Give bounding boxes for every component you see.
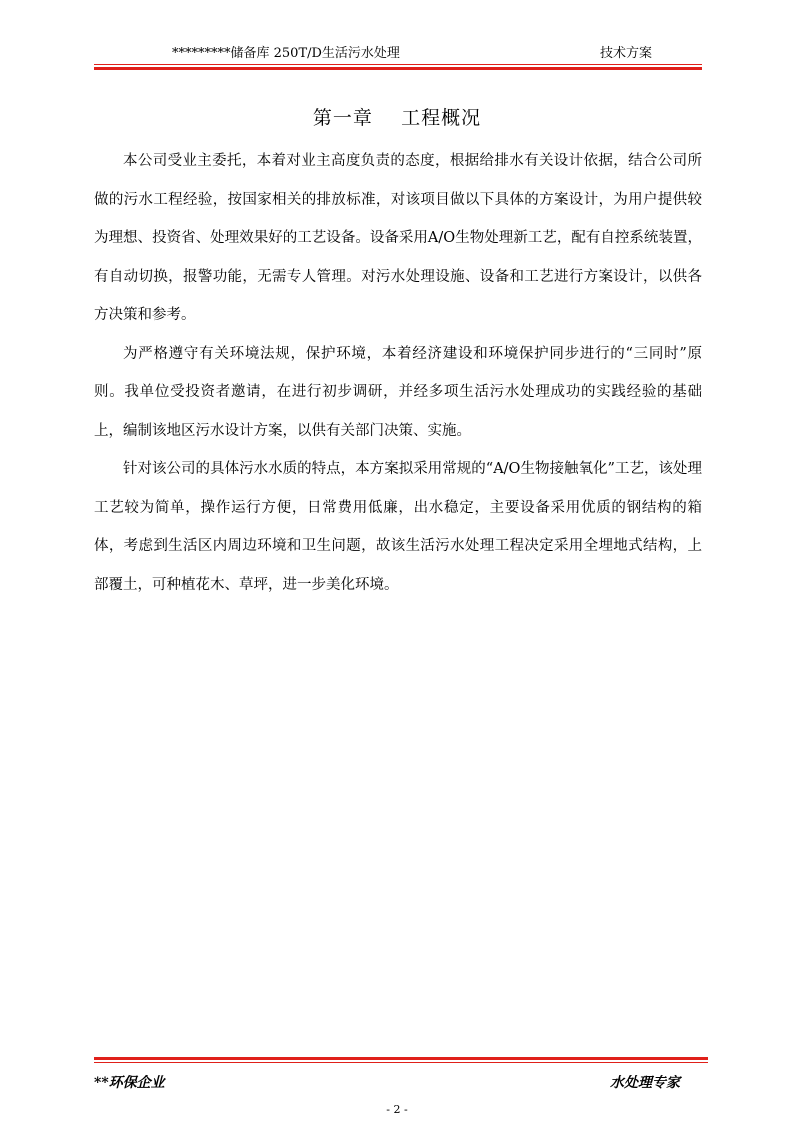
footer-rule-thin xyxy=(94,1062,708,1063)
paragraph: 为严格遵守有关环境法规，保护环境，本着经济建设和环境保护同步进行的“三同时”原则。我单位受投资者邀请，在进行初步调研，并经多项生活污水处理成功的实践经验的基础上，编制该地区污水设计方案，以供有关部门决策、实施。 xyxy=(94,345,702,439)
footer-company: **环保企业 xyxy=(94,1075,165,1091)
body-text xyxy=(94,142,702,604)
footer-slogan: 水处理专家 xyxy=(610,1075,680,1091)
chapter-title: 第一章 工程概况 xyxy=(312,107,482,129)
paragraph: 本公司受业主委托，本着对业主高度负责的态度，根据给排水有关设计依据，结合公司所做的污水工程经验，按国家相关的排放标准，对该项目做以下具体的方案设计，为用户提供较为理想、投资省、处理效果好的工艺设备。设备采用A/O生物处理新工艺，配有自控系统装置，有自动切换，报警功能，无需专人管理。对污水处理设施、设备和工艺进行方案设计，以供各方决策和参考。 xyxy=(94,153,702,323)
footer-rule-thick xyxy=(94,1057,708,1060)
page-number: - 2 - xyxy=(386,1103,408,1116)
header-rule-thick xyxy=(94,67,702,70)
header-rule-thin xyxy=(94,64,702,65)
paragraph: 针对该公司的具体污水水质的特点，本方案拟采用常规的“A/O生物接触氧化”工艺，该处理工艺较为简单，操作运行方便，日常费用低廉，出水稳定，主要设备采用优质的钢结构的箱体，考虑到生活区内周边环境和卫生问题，故该生活污水处理工程决定采用全埋地式结构，上部覆土，可种植花木、草坪，进一步美化环境。 xyxy=(94,461,702,593)
header-document-type: 技术方案 xyxy=(600,46,653,61)
header-document-title: *********储备库 250T/D生活污水处理 xyxy=(172,46,400,61)
